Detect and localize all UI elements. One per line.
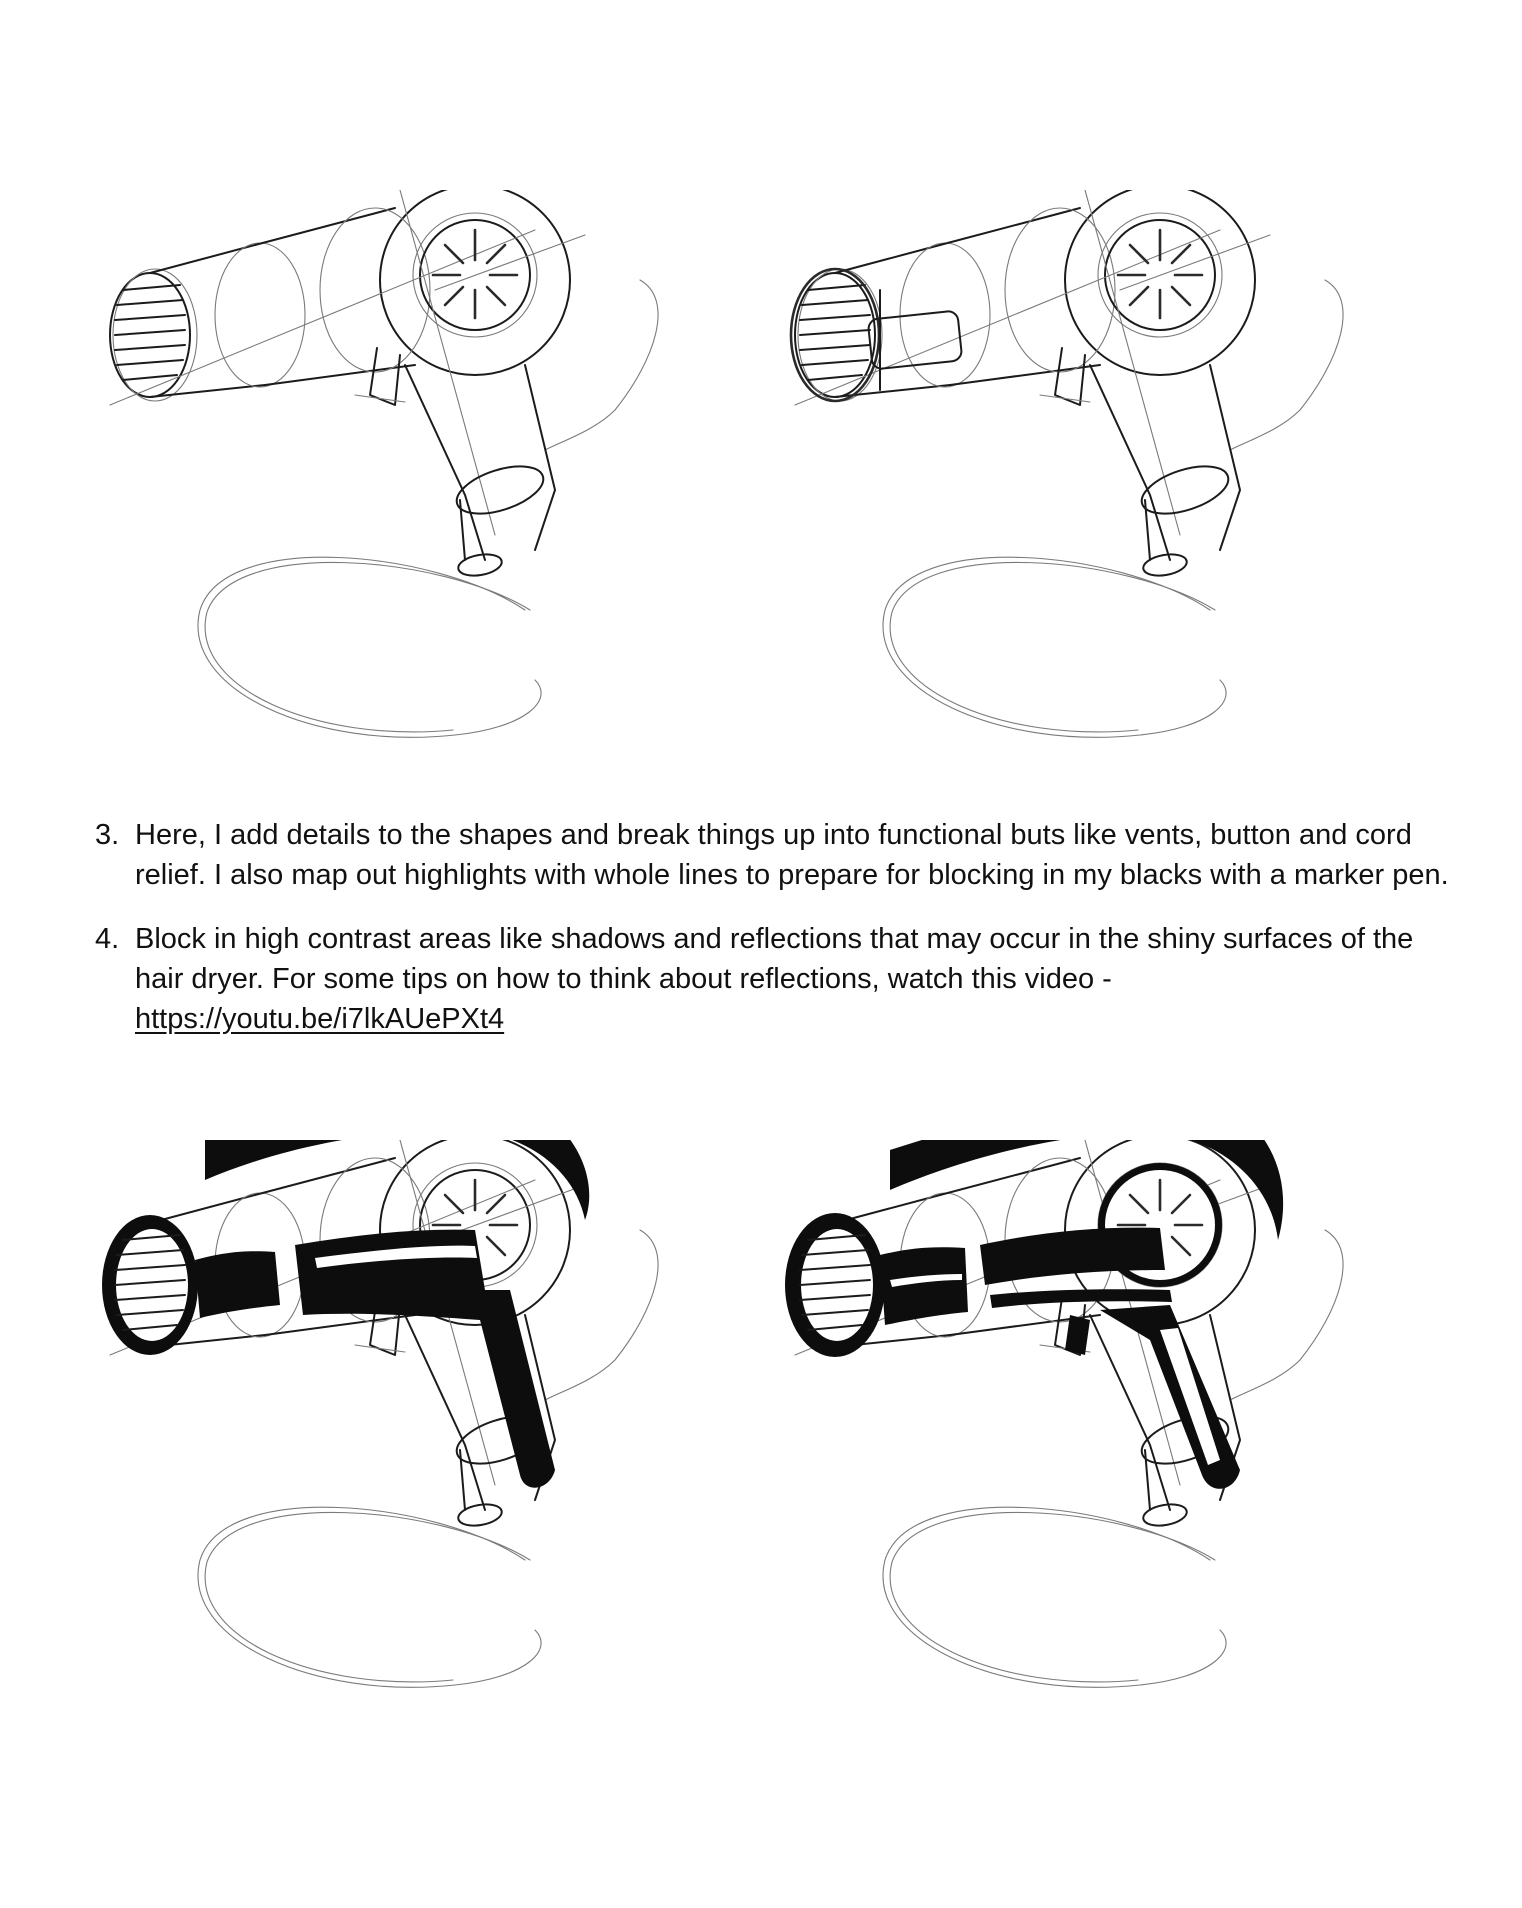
instruction-steps [95,815,1455,1063]
sketch-blacks [55,1140,745,1740]
step-3 [95,815,1455,895]
hair-dryer-detail-drawing [740,190,1430,790]
hair-dryer-construction-drawing [55,190,745,790]
step-text [135,919,1455,1039]
step-body: Block in high contrast areas like shadows and reflections that may occur in the shiny surfaces of the hair dryer. For some tips on how to think about reflections, watch this video - [135,923,1414,995]
step-number: 3. [95,819,120,851]
sketch-details [740,190,1430,790]
step-number: 4. [95,923,120,955]
hair-dryer-reflections-drawing [740,1140,1430,1740]
video-link[interactable]: https://youtu.be/i7lkAUePXt4 [135,1003,505,1035]
step-text: Here, I add details to the shapes and break things up into functional buts like vents, button and cord relief. I also map out highlights with whole lines to prepare for blocking in my blacks with a marker pen. [135,819,1449,891]
sketch-construction [55,190,745,790]
step-4 [95,919,1455,1039]
hair-dryer-blacks-drawing [55,1140,745,1740]
sketch-reflections [740,1140,1430,1740]
